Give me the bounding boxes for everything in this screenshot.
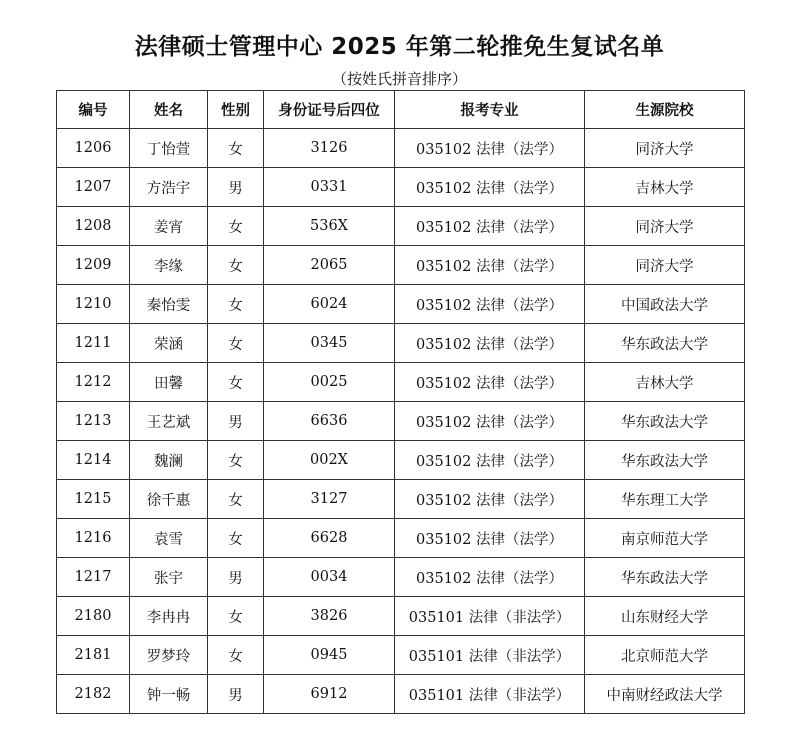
document-title: 法律硕士管理中心 2025 年第二轮推免生复试名单 [134,34,665,60]
cell-major: 035101 法律（非法学） [395,597,585,636]
cell-major: 035102 法律（法学） [395,480,585,519]
cell-id-last4: 6024 [264,285,395,324]
cell-gender: 女 [208,246,264,285]
cell-school: 华东政法大学 [585,324,745,363]
cell-id-last4: 3126 [264,129,395,168]
table-header-row [57,91,745,129]
cell-id-last4: 6636 [264,402,395,441]
cell-major: 035101 法律（非法学） [395,636,585,675]
cell-major: 035102 法律（法学） [395,129,585,168]
cell-gender: 男 [208,168,264,207]
header-school: 生源院校 [585,91,745,129]
cell-school: 华东政法大学 [585,402,745,441]
cell-school: 中国政法大学 [585,285,745,324]
cell-gender: 女 [208,636,264,675]
cell-name: 田馨 [130,363,208,402]
table-row [57,246,745,285]
cell-id: 1215 [57,480,130,519]
cell-id: 2180 [57,597,130,636]
cell-id: 1211 [57,324,130,363]
table-row [57,285,745,324]
cell-id-last4: 3826 [264,597,395,636]
cell-major: 035102 法律（法学） [395,363,585,402]
cell-school: 北京师范大学 [585,636,745,675]
cell-id: 1208 [57,207,130,246]
cell-school: 同济大学 [585,207,745,246]
cell-id-last4: 0331 [264,168,395,207]
cell-major: 035102 法律（法学） [395,519,585,558]
cell-major: 035102 法律（法学） [395,402,585,441]
cell-major: 035102 法律（法学） [395,558,585,597]
cell-id-last4: 6628 [264,519,395,558]
cell-id-last4: 0345 [264,324,395,363]
cell-major: 035102 法律（法学） [395,285,585,324]
cell-id: 1216 [57,519,130,558]
cell-id: 2182 [57,675,130,714]
cell-id-last4: 0034 [264,558,395,597]
cell-school: 同济大学 [585,246,745,285]
cell-id: 1217 [57,558,130,597]
cell-gender: 女 [208,129,264,168]
header-id: 编号 [57,91,130,129]
cell-gender: 男 [208,402,264,441]
cell-id: 1214 [57,441,130,480]
cell-id-last4: 002X [264,441,395,480]
cell-major: 035102 法律（法学） [395,207,585,246]
cell-major: 035101 法律（非法学） [395,675,585,714]
table-row [57,168,745,207]
table-row [57,441,745,480]
table-body [57,129,745,714]
cell-gender: 女 [208,207,264,246]
cell-id: 1213 [57,402,130,441]
table-row [57,402,745,441]
table-row [57,207,745,246]
cell-gender: 男 [208,675,264,714]
header-name: 姓名 [130,91,208,129]
cell-id-last4: 0025 [264,363,395,402]
table-row [57,675,745,714]
cell-gender: 女 [208,519,264,558]
candidate-table [56,90,745,714]
cell-gender: 女 [208,480,264,519]
cell-major: 035102 法律（法学） [395,168,585,207]
cell-school: 中南财经政法大学 [585,675,745,714]
cell-school: 南京师范大学 [585,519,745,558]
cell-gender: 女 [208,363,264,402]
cell-id-last4: 536X [264,207,395,246]
cell-id: 1207 [57,168,130,207]
cell-name: 荣涵 [130,324,208,363]
table-row [57,519,745,558]
cell-school: 华东政法大学 [585,558,745,597]
table-row [57,636,745,675]
cell-gender: 女 [208,441,264,480]
cell-school: 同济大学 [585,129,745,168]
header-gender: 性别 [208,91,264,129]
cell-school: 山东财经大学 [585,597,745,636]
header-major: 报考专业 [395,91,585,129]
cell-id: 1210 [57,285,130,324]
table-row [57,558,745,597]
cell-school: 吉林大学 [585,363,745,402]
table-row [57,324,745,363]
document-subtitle: （按姓氏拼音排序） [331,70,467,88]
cell-name: 王艺斌 [130,402,208,441]
cell-id-last4: 6912 [264,675,395,714]
cell-name: 李冉冉 [130,597,208,636]
cell-gender: 女 [208,597,264,636]
cell-id-last4: 0945 [264,636,395,675]
cell-school: 华东政法大学 [585,441,745,480]
table-row [57,363,745,402]
cell-id: 1212 [57,363,130,402]
cell-major: 035102 法律（法学） [395,324,585,363]
cell-name: 方浩宇 [130,168,208,207]
cell-name: 钟一畅 [130,675,208,714]
cell-id: 1209 [57,246,130,285]
cell-name: 魏澜 [130,441,208,480]
cell-gender: 男 [208,558,264,597]
cell-school: 吉林大学 [585,168,745,207]
cell-major: 035102 法律（法学） [395,441,585,480]
table-row [57,129,745,168]
cell-name: 秦怡雯 [130,285,208,324]
cell-name: 徐千惠 [130,480,208,519]
cell-id: 2181 [57,636,130,675]
cell-name: 袁雪 [130,519,208,558]
cell-gender: 女 [208,285,264,324]
cell-gender: 女 [208,324,264,363]
cell-major: 035102 法律（法学） [395,246,585,285]
cell-id-last4: 2065 [264,246,395,285]
table-row [57,480,745,519]
header-id-last4: 身份证号后四位 [264,91,395,129]
cell-name: 姜宵 [130,207,208,246]
cell-name: 丁怡萱 [130,129,208,168]
cell-id: 1206 [57,129,130,168]
cell-name: 张宇 [130,558,208,597]
cell-name: 罗梦玲 [130,636,208,675]
table-row [57,597,745,636]
cell-name: 李缘 [130,246,208,285]
cell-id-last4: 3127 [264,480,395,519]
cell-school: 华东理工大学 [585,480,745,519]
